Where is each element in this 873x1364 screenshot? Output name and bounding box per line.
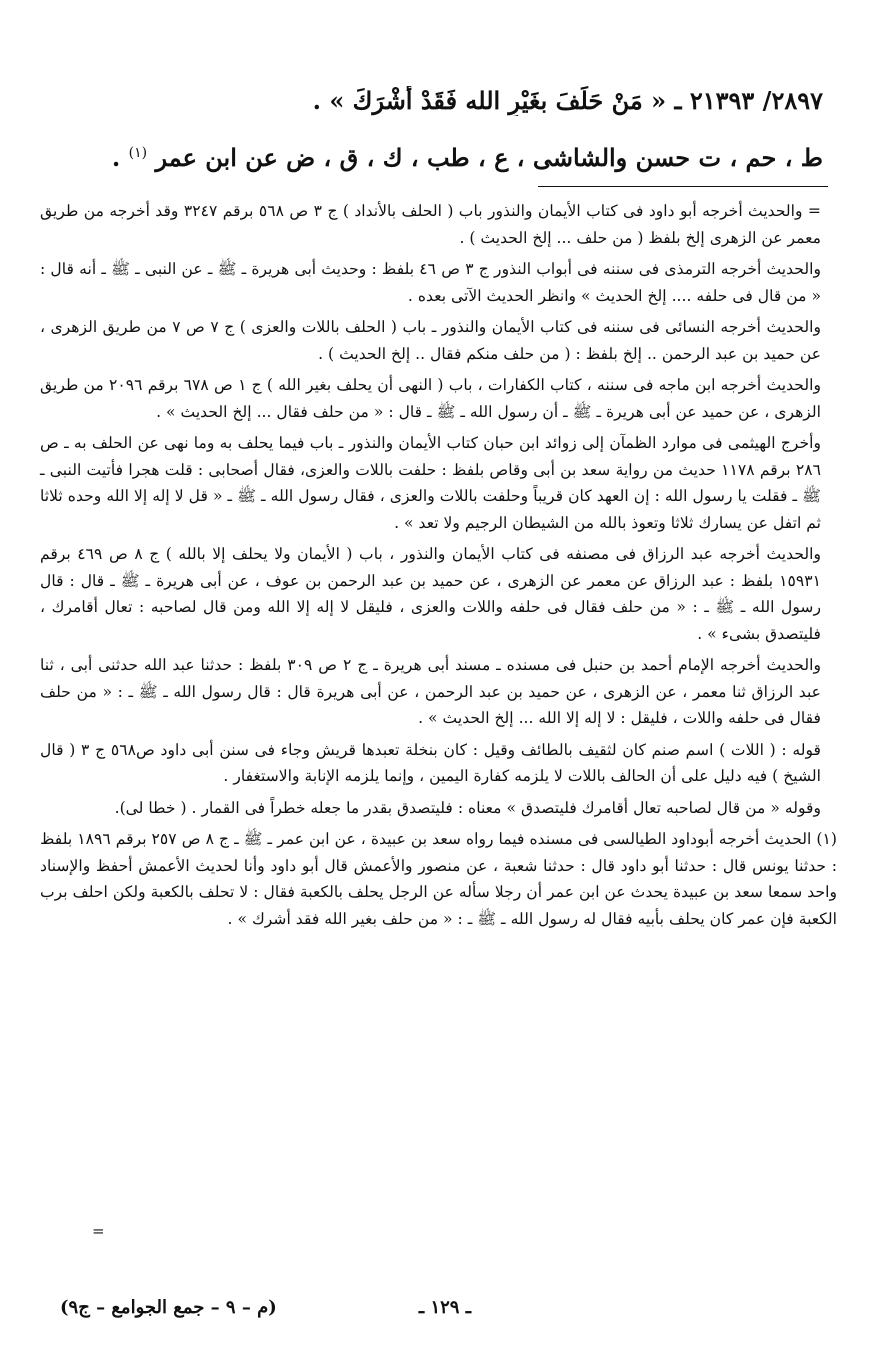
hadith-sources-end: .	[111, 143, 129, 172]
footnote-1: (١) الحديث أخرجه أبوداود الطيالسى فى مسنده فيما رواه سعد بن عبيدة ، عن ابن عمر ـ ﷺ ـ ج ٨ ص ٢٥٧ برقم ١٨٩٦ بلفظ : حدثنا يونس قال : حدثنا أبو داود قال : حدثنا شعبة ، عن منصور والأعمش قال أبو داود وأنا لحديث الأعمش أحفظ والإسناد واحد سمعا سعد بن عبيدة يحدث عن ابن عمر أن رجلا سأله عن الرجل يحلف بالكعبة فقال : لا تحلف بالكعبة ولكن احلف برب الكعبة فإن عمر كان يحلف بأبيه فقال له رسول الله ـ ﷺ ـ : « من حلف بغير الله فقد أشرك » .	[40, 830, 837, 928]
hadith-sources-text: ط ، حم ، ت حسن والشاشى ، ع ، طب ، ك ، ق ، ض عن ابن عمر	[155, 143, 823, 172]
hadith-text: ٢٨٩٧/ ٢١٣٩٣ ـ « مَنْ حَلَفَ بغَيْرِ الله فَقَدْ أَشْرَكَ » .	[312, 86, 823, 115]
footnote-marker: (١)	[128, 145, 148, 161]
commentary-notes	[40, 198, 837, 937]
book-reference: (م – ٩ – جمع الجوامع – ج٩)	[60, 1297, 277, 1318]
note-tirmidhi: والحديث أخرجه الترمذى فى سننه فى أبواب النذور ج ٣ ص ٤٦ بلفظ : وحديث أبى هريرة ـ ﷺ ـ عن النبى ـ ﷺ ـ أنه قال : « من قال فى حلفه .... إلخ الحديث » وانظر الحديث الآتى بعده .	[40, 260, 821, 305]
note-al-lat: قوله : ( اللات ) اسم صنم كان لثقيف بالطائف وقيل : كان بنخلة تعبدها قريش وجاء فى سنن أبى داود ص٥٦٨ ج ٣ ( قال الشيخ ) فيه دليل على أن الحالف باللات لا يلزمه كفارة اليمين ، وإنما يلزمه الإنابة والاستغفار .	[40, 740, 821, 785]
continuation-mark: =	[92, 1222, 105, 1240]
page-number: ـ ١٢٩ ـ	[418, 1297, 471, 1318]
note-abd-al-razzaq: والحديث أخرجه عبد الرزاق فى مصنفه فى كتاب الأيمان والنذور ، باب ( الأيمان ولا يحلف إلا بالله ) ج ٨ ص ٤٦٩ برقم ١٥٩٣١ بلفظ : عبد الرزاق عن معمر عن الزهرى ، عن حميد بن عبد الرحمن بن عوف ، عن أبى هريرة ـ ﷺ ـ قال : قال رسول الله ـ ﷺ ـ : « من حلف فقال فى حلفه واللات والعزى ، فليقل لا إله إلا الله ومن قال لصاحبه : تعال أقامرك ، فليتصدق بشىء » .	[40, 545, 821, 643]
footnote-separator	[538, 186, 828, 187]
note-ahmad: والحديث أخرجه الإمام أحمد بن حنبل فى مسنده ـ مسند أبى هريرة ـ ج ٢ ص ٣٠٩ بلفظ : حدثنا عبد الله حدثنى أبى ، ثنا عبد الرزاق ثنا معمر ، عن الزهرى ، عن حميد بن عبد الرحمن ، عن أبى هريرة قال : قال رسول الله ـ ﷺ ـ : « من حلف فقال فى حلفه واللات ، فليقل : لا إله إلا الله ... إلخ الحديث » .	[40, 656, 821, 727]
note-gambling: وقوله « من قال لصاحبه تعال أقامرك فليتصدق » معناه : فليتصدق بقدر ما جعله خطراً فى القمار . ( خطا لى).	[114, 798, 821, 817]
note-haythami: وأخرج الهيثمى فى موارد الظمآن إلى زوائد ابن حبان كتاب الأيمان والنذور ـ باب فيما يحلف به وما نهى عن الحلف به ـ ص ٢٨٦ برقم ١١٧٨ حديث من رواية سعد بن أبى وقاص بلفظ : حلفت باللات والعزى، فقال أصحابى : قلت هجرا فأتيت النبى ـ ﷺ ـ فقلت يا رسول الله : إن العهد كان قريباً وحلفت باللات والعزى ، فقال رسول الله ـ ﷺ ـ « قل لا إله إلا الله وحده ثلاثا ثم اتفل عن يسارك ثلاثا وتعوذ بالله من الشيطان الرجيم ولا تعد » .	[40, 434, 821, 532]
note-abu-dawud: = والحديث أخرجه أبو داود فى كتاب الأيمان والنذور باب ( الحلف بالأنداد ) ج ٣ ص ٥٦٨ برقم ٣٢٤٧ وقد أخرجه من طريق معمر عن الزهرى إلخ بلفظ ( من حلف ... إلخ الحديث ) .	[40, 202, 821, 247]
hadith-sources	[40, 138, 823, 173]
note-nasai: والحديث أخرجه النسائى فى سننه فى كتاب الأيمان والنذور ـ باب ( الحلف باللات والعزى ) ج ٧ ص ٧ من طريق الزهرى ، عن حميد بن عبد الرحمن .. إلخ بلفظ : ( من حلف منكم فقال .. إلخ الحديث ) .	[40, 318, 821, 363]
note-ibn-majah: والحديث أخرجه ابن ماجه فى سننه ، كتاب الكفارات ، باب ( النهى أن يحلف بغير الله ) ج ١ ص ٦٧٨ برقم ٢٠٩٦ من طريق الزهرى ، عن حميد عن أبى هريرة ـ ﷺ ـ أن رسول الله ـ ﷺ ـ قال : « من حلف فقال ... إلخ الحديث » .	[40, 376, 821, 421]
